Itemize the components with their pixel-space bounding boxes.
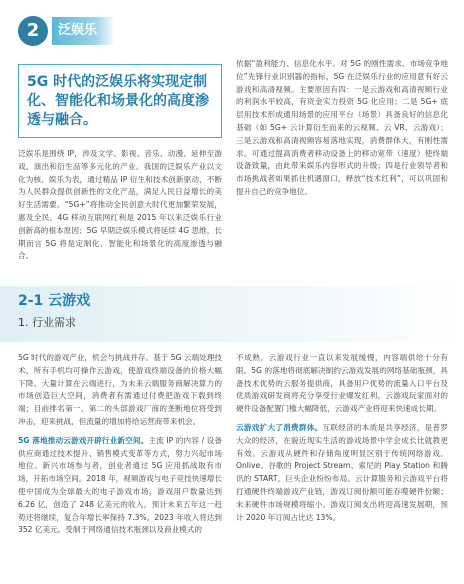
chapter-number-badge: 2 bbox=[18, 16, 48, 46]
intro-left-column bbox=[18, 64, 222, 263]
callout-box bbox=[18, 64, 222, 138]
section-subtitle: 1. 行业需求 bbox=[18, 316, 76, 329]
intro-paragraph-right: 依据“盈利能力、信息化水平、对 5G 的刚性需求、市场竞争地位”先锋行业识别器的指标，5G 在泛娱乐行业的应用意有好云游戏和高清视频。主要原因有四：一是云游戏和高清视频行业的利润水平较高，有资金实力投资 5G 化应用；二是 5G+ 底层用技术形成通用场景的应用平台（场景）具备良好的信息化基础（如 5G+ 云计算衍生而来的云视频、云 VR、云游戏）；三是云游戏和高清视频容易落地实现，消费群体大，有刚性需求。可通过提高消费者移动设备上的移动宽带（速度）使终端设备致量，由此带来娱乐内容形式的升级；四是行业领导者和市场挑战者如果抓住机遇窗口，释放“技术红利”，可以巩固和提升自己的竞争地位。 bbox=[236, 59, 448, 196]
chapter-header bbox=[0, 0, 464, 52]
body-paragraph: 5G 时代的游戏产业，机会与挑战并存。基于 5G 云端处理技术，所有手机均可操作云游戏，使游戏终端设备的价格大幅下降。大量计算在云端进行，为未来云端服务商解决算力的市场创造巨大空间，消费者有需通过付费把游戏下载到终端；目前排名第一、第二的头部游戏厂商的垄断地位将受到冲击，迎来挑战，但流量的增加将给运营商带来机会。 bbox=[18, 353, 222, 426]
lead-in-emphasis: 云游戏扩大了消费群体。 bbox=[236, 422, 323, 432]
chapter-title: 泛娱乐 bbox=[52, 17, 115, 45]
intro-right-column bbox=[236, 58, 448, 199]
intro-paragraph-left: 泛娱乐是围绕 IP，涉及文学、影视、音乐、动漫、延伸至游戏、演出和衍生品等多元化的产业。我国的泛娱乐产业以文化为核、娱乐为表，通过精品 IP 衍生和技术创新驱动，不断为人民群众提供创新性的文化产品，满足人民日益增长的美好生活需要。“5G+”将推动全民创意大时代更加繁荣发展，惠及全民。4G 移动互联网红利是 2015 年以来泛娱乐行业创新高的根本原因；5G 早期泛娱乐模式将延续 4G 思维，长期而言 5G 将是定制化、智能化和场景化的高度渗透与融合。 bbox=[18, 149, 222, 261]
body-paragraph-emphasis bbox=[236, 422, 448, 524]
body-paragraph-text: 主流 IP 的内容 / 设备供应商通过技术提升、销售模式变革等方式，努力兴起市场地位。新兴市场参与者，创业者通过 5G 应用抓战取有市场，开拓市场空间。2018 年，视频游戏与电子竞技快速增长使中国成为全球最大的电子游戏市场，游戏用户数量达到 6.26 亿，创造了 248 亿美元的收入，预计未来五年这一趋势还将继续，复合年增长率保持 7.3%。2023 年收入将达到 352 亿美元。受制于网络通信技术瓶颈以及商业模式的 bbox=[18, 435, 222, 535]
callout-text: 5G 时代的泛娱乐将实现定制化、智能化和场景化的高度渗透与融合。 bbox=[27, 74, 209, 128]
lead-in-emphasis: 5G 落地推动云游戏开辟行业新空间。 bbox=[18, 435, 149, 445]
body-paragraph-emphasis bbox=[18, 435, 222, 537]
body-paragraph: 不成熟，云游戏行业一直以来发展缓慢，内容端供给十分有限。5G 的落地将彻底解决制约云游戏发展的网络基础瓶颈，具备技术优势的云服务提供商，具备用户优势的流量入口平台及优质游戏研发商将充分享受行业爆发红利。云游戏玩家面对的硬件设备配置门槛大幅降低，云游戏产业将迎来快速成长期。 bbox=[236, 353, 448, 414]
body-right-column bbox=[236, 352, 448, 524]
section-title: 2-1 云游戏 bbox=[18, 293, 91, 309]
body-left-column bbox=[18, 352, 222, 537]
body-paragraph-text: 互联经济的本质是共享经济，是普罗大众的经济，在貌近现实生活的游戏场景中学会成长比就教更有效。云游戏从硬件和存储角度明显区别于传统网络游戏。Onlive、谷歌的 Project Stream、索尼的 Play Station 和腾讯的 START，巨头企业纷纷布局。云计算服务和云游戏平台将打通硬件终端游戏产业链，游戏订阅份额可能吞噬硬件份额；未来硬件市场规模将缩小。游戏订阅支出将迎高速发展期，预计 2020 年订阅占比达 13%。 bbox=[236, 422, 449, 522]
